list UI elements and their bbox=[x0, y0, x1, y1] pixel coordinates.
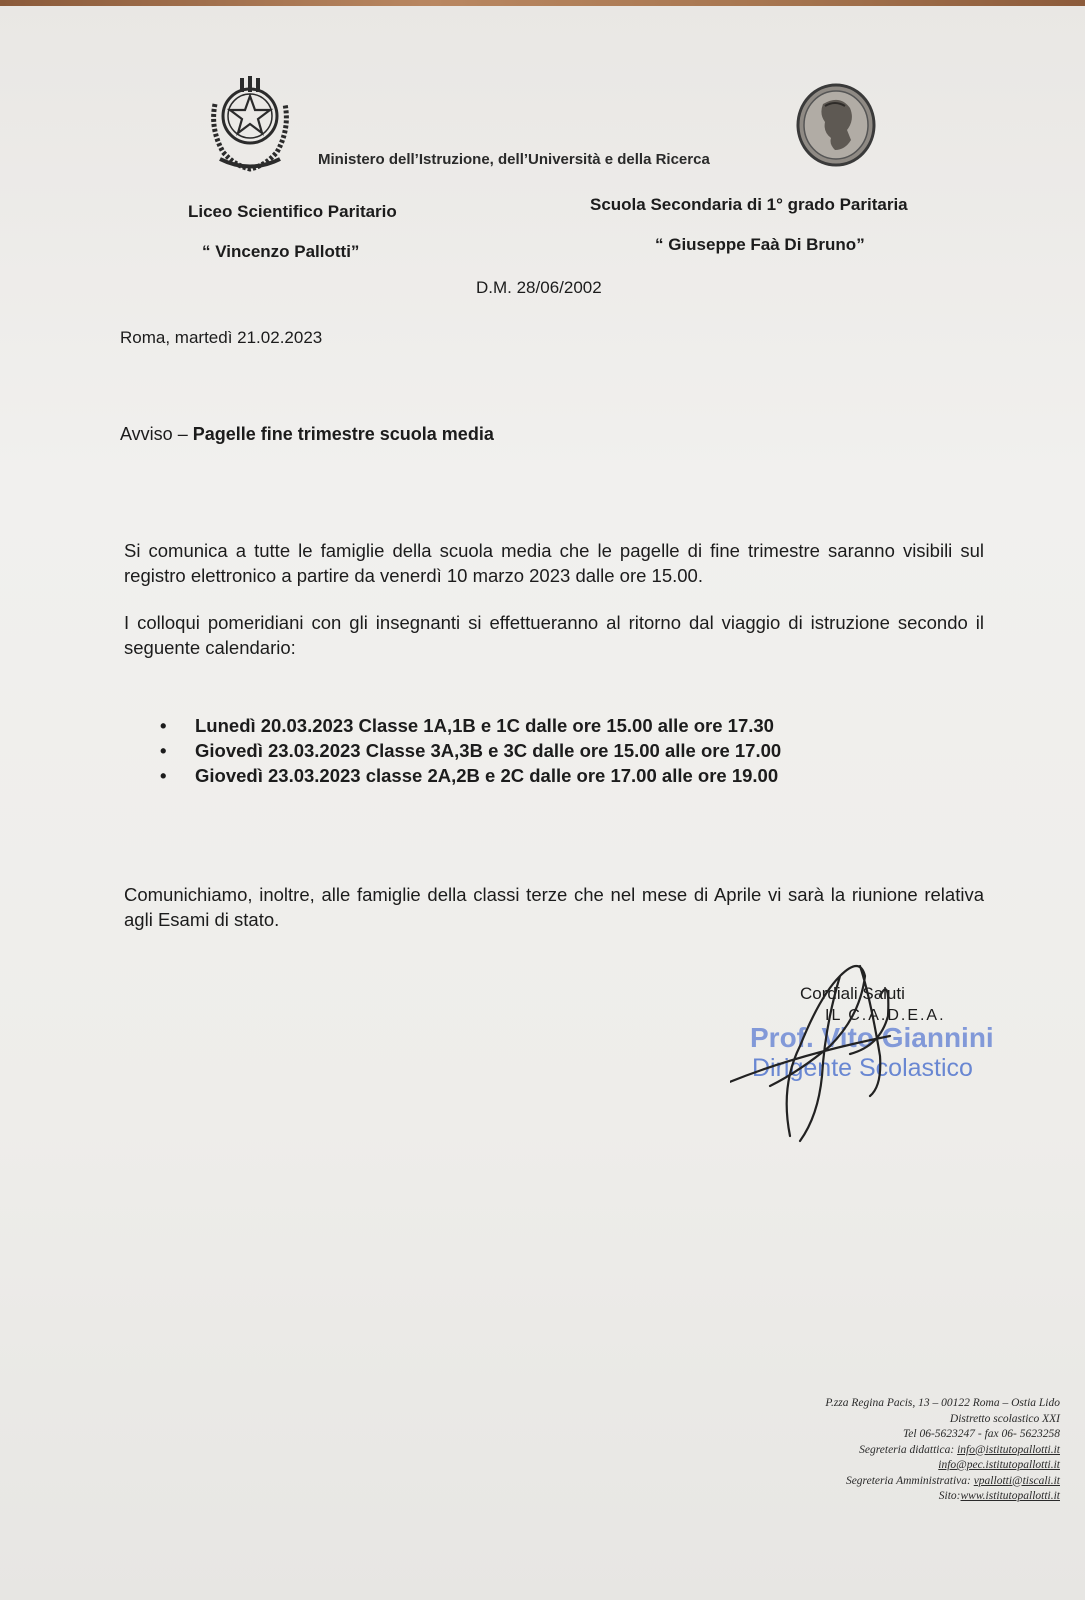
subject-prefix: Avviso – bbox=[120, 424, 193, 444]
decree-reference: D.M. 28/06/2002 bbox=[476, 278, 602, 297]
paragraph-meetings: I colloqui pomeridiani con gli insegnanti si effettueranno al ritorno dal viaggio di istruzione secondo il seguente calendario: bbox=[124, 612, 984, 658]
address: P.zza Regina Pacis, 13 – 00122 Roma – Ostia Lido bbox=[825, 1397, 1060, 1409]
letter-subject bbox=[120, 424, 494, 445]
schedule-text: Giovedì 23.03.2023 Classe 3A,3B e 3C dalle ore 15.00 alle ore 17.00 bbox=[195, 740, 782, 761]
paragraph-exams: Comunichiamo, inoltre, alle famiglie della classi terze che nel mese di Aprile vi sarà la riunione relativa agli Esami di stato. bbox=[124, 884, 984, 930]
didactic-label: Segreteria didattica: bbox=[859, 1443, 958, 1456]
meeting-schedule bbox=[160, 713, 781, 788]
didactic-office bbox=[700, 1443, 1060, 1459]
middle-school-name: Scuola Secondaria di 1° grado Paritaria bbox=[590, 195, 908, 214]
ministry-title: Ministero dell’Istruzione, dell’Università e della Ricerca bbox=[318, 151, 710, 168]
signature-block bbox=[730, 936, 1030, 1146]
greeting: Cordiali Saluti bbox=[800, 984, 905, 1003]
liceo-name: Liceo Scientifico Paritario bbox=[188, 202, 397, 221]
proxy-title: IL C.A.D.E.A. bbox=[825, 1007, 946, 1024]
letter-date: Roma, martedì 21.02.2023 bbox=[120, 328, 323, 347]
bullet-icon: • bbox=[160, 740, 167, 761]
paragraph-report-cards: Si comunica a tutte le famiglie della scuola media che le pagelle di fine trimestre saranno visibili sul registro elettronico a partire da venerdì 10 marzo 2023 dalle ore 15.00. bbox=[124, 540, 984, 586]
admin-office bbox=[700, 1474, 1060, 1490]
document-page bbox=[0, 6, 1085, 1600]
list-item bbox=[160, 713, 781, 738]
middle-school-title: “ Giuseppe Faà Di Bruno” bbox=[655, 235, 865, 254]
list-item bbox=[160, 763, 781, 788]
bullet-icon: • bbox=[160, 715, 167, 736]
schedule-text: Lunedì 20.03.2023 Classe 1A,1B e 1C dalle ore 15.00 alle ore 17.30 bbox=[195, 715, 774, 736]
handwritten-signature bbox=[730, 936, 1030, 1146]
site-label: Sito: bbox=[938, 1490, 961, 1502]
admin-email-link[interactable]: vpallotti@tiscali.it bbox=[973, 1474, 1060, 1487]
phone-fax: Tel 06-5623247 - fax 06- 5623258 bbox=[902, 1428, 1060, 1440]
coin-portrait-icon bbox=[795, 82, 877, 168]
stamp-name: Prof. Vito Giannini bbox=[750, 1022, 994, 1053]
list-item bbox=[160, 738, 781, 763]
italian-republic-emblem-icon bbox=[205, 74, 295, 174]
website-link[interactable]: www.istitutopallotti.it bbox=[960, 1490, 1060, 1502]
admin-label: Segreteria Amministrativa: bbox=[845, 1474, 974, 1487]
district: Distretto scolastico XXI bbox=[949, 1412, 1060, 1425]
bullet-icon: • bbox=[160, 765, 167, 786]
stamp-role: Dirigente Scolastico bbox=[752, 1054, 973, 1082]
pec-email-link[interactable]: info@pec.istitutopallotti.it bbox=[938, 1459, 1060, 1471]
website bbox=[700, 1489, 1060, 1505]
subject-text: Pagelle fine trimestre scuola media bbox=[192, 424, 494, 444]
school-contacts bbox=[700, 1396, 1060, 1505]
didactic-email-link[interactable]: info@istitutopallotti.it bbox=[957, 1443, 1060, 1456]
liceo-title: “ Vincenzo Pallotti” bbox=[202, 242, 360, 261]
schedule-text: Giovedì 23.03.2023 classe 2A,2B e 2C dalle ore 17.00 alle ore 19.00 bbox=[195, 765, 779, 786]
